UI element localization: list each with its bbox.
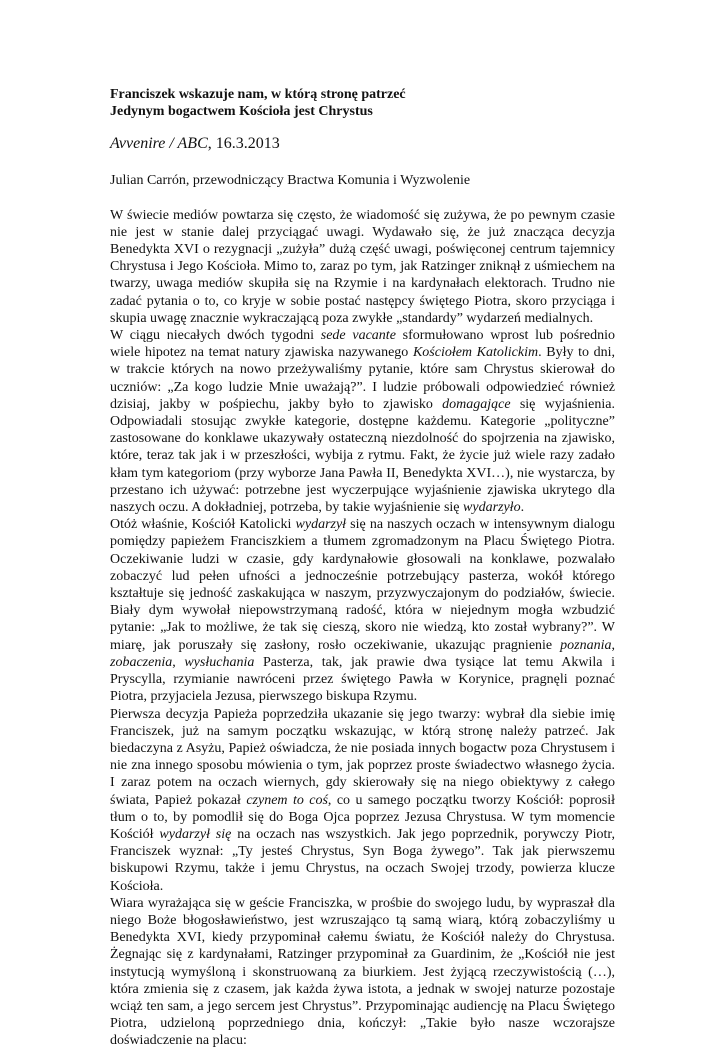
paragraph (110, 327, 615, 516)
text-run: . (520, 500, 525, 516)
author-line: Julian Carrón, przewodniczący Bractwa Komunia i Wyzwolenie (110, 173, 471, 189)
text-run: sformułowano wprost lub pośrednio wiele hipotez na temat natury zjawiska nazywanego (110, 328, 615, 361)
text-run: Wiara wyrażająca się w geście Franciszka, w prośbie do swojego ludu, by wypraszał dla niego Boże błogosławieństwo, jest wzruszająco tą samą wiarą, którą zobaczyliśmy u Benedykta XVI, kiedy przypominał całemu światu, że Kościół należy do Chrystusa. Żegnając się z kardynałami, Ratzinger przypominał za Guardinim, że „Kościół nie jest instytucją wymyśloną i skonstruowaną za biurkiem. Jest żyjącą rzeczywistością (…), która zmienia się z czasem, jak każda żywa istota, a jednak w swojej naturze pozostaje wciąż ten sam, a jego sercem jest Chrystus”. Przypominając audiencję na Placu Świętego Piotra, udzieloną poprzedniego dnia, kończył: „Takie było nasze wczorajsze doświadczenie na placu: (110, 895, 615, 1049)
source-name: Avvenire / ABC (110, 135, 208, 153)
title-line-1: Franciszek wskazuje nam, w którą stronę patrzeć (110, 87, 406, 102)
paragraph (110, 895, 615, 1050)
text-run: , (172, 654, 185, 670)
text-run: się na naszych oczach w intensywnym dialogu pomiędzy papieżem Franciszkiem a tłumem zgromadzonym na Placu Świętego Piotra. Oczekiwanie ludzi w czasie, gdy kardynałowie głosowali na konklawe, pozwalało zobaczyć lud pełen ufności a jednocześnie potrzebujący pasterza, wokół którego kształtuje się jedność zaskakująca w naszym, przyzwyczajonym do podziałów, świecie. Biały dym wywołał niepowstrzymaną radość, która w niejednym mogła wzbudzić pytanie: „Jak to możliwe, że tak się cieszą, skoro nie wiedzą, kto został wybrany?”. W miarę, jak poruszały się zasłony, rosło oczekiwanie, ukazując pragnienie (110, 517, 615, 653)
italic-text: wydarzył (295, 517, 347, 533)
text-run: Pasterza, tak, jak prawie dwa tysiące lat temu Akwila i Pryscylla, rzymianie nawróceni przez świętego Pawła w Korynice, pragnęli poznać Piotra, przyjaciela Jezusa, pierwszego biskupa Rzymu. (110, 654, 616, 705)
paragraph (110, 706, 615, 895)
italic-text: sede vacante (320, 328, 396, 344)
italic-text: zobaczenia (110, 654, 173, 670)
paragraph (110, 516, 615, 705)
italic-text: wydarzył się (159, 826, 232, 842)
paragraph (110, 207, 615, 327)
document-page (110, 86, 615, 1050)
text-run: Otóż właśnie, Kościół Katolicki (110, 517, 296, 533)
text-run: , (611, 637, 615, 653)
italic-text: Kościołem Katolickim (412, 345, 539, 361)
text-run: W świecie mediów powtarza się często, że wiadomość się zużywa, że po pewnym czasie nie jest w stanie dalej przyciągać uwagi. Wydawało się, że już znacząca decyzja Benedykta XVI o rezygnacji „zużyła” dużą część uwagi, poświęconej centrum tajemnicy Chrystusa i Jego Kościoła. Mimo to, zaraz po tym, jak Ratzinger zniknął z uśmiechem na twarzy, uwaga mediów skupiła się na Rzymie i na kardynałach elektorach. Trudno nie zadać pytania o to, co kryje w sobie postać następcy świętego Piotra, skoro przyciąga i skupia uwagę znacznie wykraczającą poza zwykłe „standardy” wydarzeń medialnych. (110, 207, 615, 326)
text-run: się wyjaśnienia. Odpowiadali stosując zwykłe kategorie, dostępne każdemu. Kategorie „polityczne” zastosowane do konklawe ukazywały ostateczną niezdolność do spojrzenia na zjawisko, które, teraz tak jak i w przeszłości, wybija z rytmu. Fakt, że życie już wiele razy zadało kłam tym kategoriom (przy wyborze Jana Pawła II, Benedykta XVI…), nie wystarcza, by przestano ich używać: potrzebne jest wyczerpujące wyjaśnienie zjawiska ukrytego dla naszych oczu. A dokładniej, potrzeba, by takie wyjaśnienie się (110, 396, 615, 516)
text-run: , co u samego początku tworzy Kościół: poprosił tłum o to, by pomodlił się do Boga Ojca poprzez Jezusa Chrystusa. W tym momencie Kościół (110, 792, 615, 842)
article-body (110, 207, 615, 1050)
text-run: na oczach nas wszystkich. Jak jego poprzednik, porywczy Piotr, Franciszek wyznał: „Ty jesteś Chrystus, Syn Boga żywego”. Tak jak pierwszemu biskupowi Rzymu, także i jemu Chrystus, na oczach Swojej trzody, powierza klucze Kościoła. (110, 826, 615, 894)
italic-text: wysłuchania (184, 654, 255, 670)
title-line-2: Jedynym bogactwem Kościoła jest Chrystus (110, 104, 373, 120)
text-run: W ciągu niecałych dwóch tygodni (110, 328, 321, 344)
text-run: . Były to dni, w trakcie których na nowo przeżywaliśmy pytanie, które sam Chrystus skierował do uczniów: „Za kogo ludzie Mnie uważają?”. I ludzie próbowali odpowiedzieć również dzisiaj, jakby w pośpiechu, jakby było to zjawisko (110, 345, 615, 412)
source-date: , 16.3.2013 (207, 135, 280, 153)
italic-text: wydarzyło (463, 500, 521, 516)
text-run: Pierwsza decyzja Papieża poprzedziła ukazanie się jego twarzy: wybrał dla siebie imię Franciszek, już na samym początku wskazując, w którą stronę należy patrzeć. Jak biedaczyna z Asyżu, Papież oświadcza, że nie posiada innych bogactw poza Chrystusem i nie zna innego sposobu mówienia o tym, jak poprzez proste świadectwo własnego życia. I zaraz potem na oczach wiernych, gdy skierowały się na niego obiektywy z całego świata, Papież pokazał (110, 706, 615, 808)
source-line (110, 134, 615, 154)
italic-text: czynem to coś (246, 792, 328, 808)
italic-text: poznania (560, 637, 612, 653)
italic-text: domagające (442, 396, 511, 412)
article-title (110, 86, 615, 120)
